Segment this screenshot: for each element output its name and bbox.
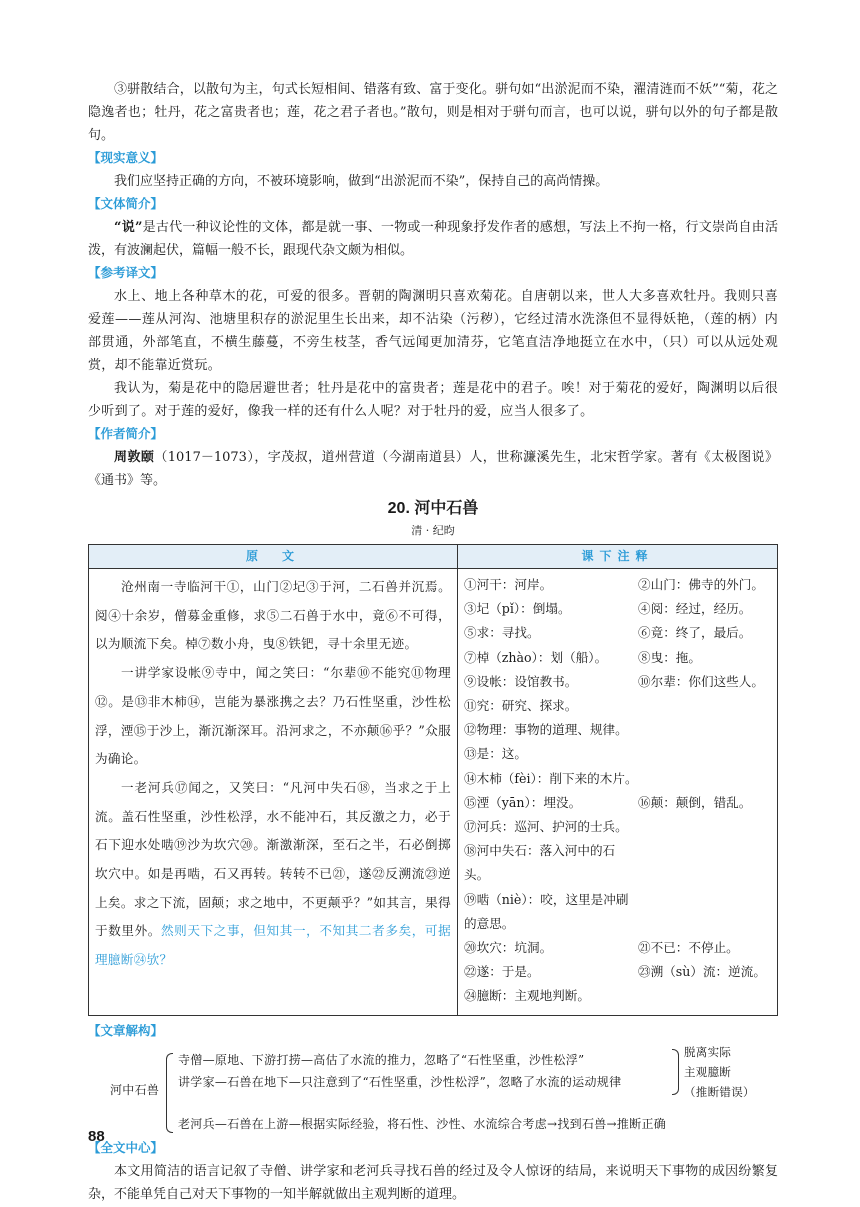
note-item: ⑪究：研究、探求。 [464, 698, 578, 714]
note-item: ⑩尔辈：你们这些人。 [638, 673, 764, 689]
note-item: ⑲啮（niè）：咬，这里是冲刷的意思。 [464, 891, 629, 931]
wenti-text: 是古代一种议论性的文体，都是就一事、一物或一种现象抒发作者的感想，写法上不拘一格，行文崇尚自由活泼，有波澜起伏，篇幅一般不长，跟现代杂文颇为相似。 [88, 220, 778, 258]
note-item [638, 694, 771, 718]
note-item [638, 839, 771, 887]
section-label-wenti: 【文体简介】 [88, 197, 164, 211]
note-item: ⑨设帐：设馆教书。 [464, 673, 578, 689]
note-row [464, 573, 771, 597]
section-label-zuozhe: 【作者简介】 [88, 427, 164, 441]
note-item: ⑥竟：终了，最后。 [638, 625, 752, 641]
note-item: ⑫物理：事物的道理、规律。 [464, 722, 628, 738]
zuozhe-bold: 周敦颐 [114, 450, 155, 465]
yiwen-p2: 我认为，菊是花中的隐居避世者；牡丹是花中的富贵者；莲是花中的君子。唉！对于菊花的爱好，陶渊明以后很少听到了。对于莲的爱好，像我一样的还有什么人呢？对于牡丹的爱，应当人很多了。 [88, 381, 778, 419]
page-content [88, 78, 778, 1206]
col-header-original: 原 文 [89, 545, 458, 569]
note-item: ①河干：河岸。 [464, 577, 553, 592]
note-row [464, 742, 771, 766]
original-text-cell [89, 569, 458, 1016]
section-label-structure: 【文章解构】 [88, 1023, 164, 1038]
center-text: 本文用简洁的语言记叙了寺僧、讲学家和老河兵寻找石兽的经过及令人惊讶的结局，来说明天下事物的成因纷繁复杂，不能单凭自己对天下事物的一知半解就做出主观判断的道理。 [88, 1163, 778, 1202]
wenti-bold: “说” [114, 220, 143, 235]
right-brace [672, 1049, 679, 1095]
note-item [638, 984, 771, 1008]
note-item [638, 767, 771, 791]
note-item: ㉒遂：于是。 [464, 964, 540, 980]
note-row [464, 839, 771, 887]
note-row [464, 646, 771, 670]
note-row [464, 984, 771, 1008]
note-item: ⑳坎穴：坑洞。 [464, 940, 553, 956]
xianshi-text: 我们应坚持正确的方向，不被环境影响，做到“出淤泥而不染”，保持自己的高尚情操。 [114, 174, 609, 189]
structure-root: 河中石兽 [110, 1082, 160, 1097]
note-row [464, 597, 771, 621]
original-p1: 沧州南一寺临河干①，山门②圮③于河，二石兽并沉焉。阅④十余岁，僧募金重修，求⑤二石兽于水中，竟⑥不可得，以为顺流下矣。棹⑦数小舟，曳⑧铁钯，寻十余里无迹。 [95, 579, 451, 652]
structure-diagram [88, 1045, 778, 1137]
structure-line-1: 寺僧—原地、下游打捞—高估了水流的推力，忽略了“石性坚重，沙性松浮” [178, 1052, 585, 1067]
note-row [464, 815, 771, 839]
structure-line-3: 老河兵—石兽在上游—根据实际经验，将石性、沙性、水流综合考虑→找到石兽→推断正确 [178, 1116, 667, 1131]
note-item: ⑮湮（yān）：埋没。 [464, 794, 582, 810]
note-item: ㉔臆断：主观地判断。 [464, 988, 590, 1004]
note-row [464, 718, 771, 742]
note-row [464, 767, 771, 791]
note-item [638, 742, 771, 766]
note-row [464, 960, 771, 984]
section-label-xianshi: 【现实意义】 [88, 151, 164, 165]
note-row [464, 694, 771, 718]
original-p3 [95, 774, 451, 975]
note-item [638, 815, 771, 839]
original-p3-text: 一老河兵⑰闻之，又笑曰：“凡河中失石⑱，当求之于上流。盖石性坚重，沙性松浮，水不能冲石，其反激之力，必于石下迎水处啮⑲沙为坎穴⑳。渐激渐深，至石之半，石必倒掷坎穴中。如是再啮，石又再转。转转不已㉑，遂㉒反溯流㉓逆上矣。求之下流，固颠；求之地中，不更颠乎？”如其言，果得于数里外。 [95, 779, 451, 939]
note-item: ④阅：经过，经历。 [638, 601, 752, 617]
structure-right-3: （推断错误） [684, 1084, 755, 1099]
notes-cell [458, 569, 778, 1016]
original-highlight: 然则天下之事，但知其一，不知其二者多矣，可据理臆断㉔欤？ [95, 923, 451, 968]
left-brace [166, 1053, 173, 1133]
note-item: ⑧曳：拖。 [638, 649, 701, 665]
note-item: ⑱河中失石：落入河中的石头。 [464, 843, 616, 883]
note-item: ㉓溯（sù）流：逆流。 [638, 964, 766, 980]
note-row [464, 791, 771, 815]
note-item: ⑰河兵：巡河、护河的士兵。 [464, 819, 628, 835]
yiwen-p1: 水上、地上各种草木的花，可爱的很多。晋朝的陶渊明只喜欢菊花。自唐朝以来，世人大多喜欢牡丹。我则只喜爱莲——莲从河沟、池塘里积存的淤泥里生长出来，却不沾染（污秽），它经过清水洗涤但不显得妖艳，（莲的柄）内部贯通，外部笔直，不横生藤蔓，不旁生枝茎，香气远闻更加清芬，它笔直洁净地挺立在水中，（只）可以从远处观赏，却不能靠近赏玩。 [88, 289, 778, 373]
note-item: ⑤求：寻找。 [464, 625, 540, 641]
page-title: 20. 河中石兽 [387, 500, 479, 517]
text-notes-table [88, 544, 778, 1016]
structure-line-2: 讲学家—石兽在地下—只注意到了“石性坚重，沙性松浮”，忽略了水流的运动规律 [178, 1074, 622, 1089]
note-item: ⑬是：这。 [464, 746, 527, 762]
note-item: ⑯颠：颠倒，错乱。 [638, 794, 752, 810]
note-row [464, 936, 771, 960]
note-item: ㉑不已：不停止。 [638, 940, 739, 956]
note-item [638, 888, 771, 936]
note-item: ②山门：佛寺的外门。 [638, 577, 764, 592]
structure-right-2: 主观臆断 [684, 1064, 732, 1079]
note-row [464, 621, 771, 645]
zuozhe-text: （1017－1073），字茂叔，道州营道（今湖南道县）人，世称濂溪先生，北宋哲学家。著有《太极图说》《通书》等。 [88, 450, 778, 488]
note-item: ⑦棹（zhào）：划（船）。 [464, 649, 608, 665]
zuozhe-paragraph [88, 446, 778, 492]
structure-right-1: 脱离实际 [684, 1044, 732, 1059]
col-header-notes: 课下注释 [458, 545, 778, 569]
section-label-center: 【全文中心】 [88, 1140, 164, 1155]
note-item: ⑭木柿（fèi）：削下来的木片。 [464, 770, 638, 786]
original-p2: 一讲学家设帐⑨寺中，闻之笑曰：“尔辈⑩不能究⑪物理⑫。是⑬非木柿⑭，岂能为暴涨携之去？乃石性坚重，沙性松浮，湮⑮于沙上，渐沉渐深耳。沿河求之，不亦颠⑯乎？”众服为确论。 [95, 665, 451, 767]
note-item: ③圮（pǐ）：倒塌。 [464, 601, 571, 617]
page-number: 88 [88, 1128, 105, 1145]
notes-list [464, 573, 771, 1009]
note-row [464, 670, 771, 694]
intro-paragraph: ③骈散结合，以散句为主，句式长短相间、错落有致、富于变化。骈句如“出淤泥而不染，濯清涟而不妖”“菊，花之隐逸者也；牡丹，花之富贵者也；莲，花之君子者也。”散句，则是相对于骈句而言，也可以说，骈句以外的句子都是散句。 [88, 82, 778, 143]
section-label-yiwen: 【参考译文】 [88, 266, 164, 280]
wenti-paragraph [88, 216, 778, 262]
author-line: 清 · 纪昀 [411, 524, 455, 537]
note-row [464, 888, 771, 936]
note-item [638, 718, 771, 742]
